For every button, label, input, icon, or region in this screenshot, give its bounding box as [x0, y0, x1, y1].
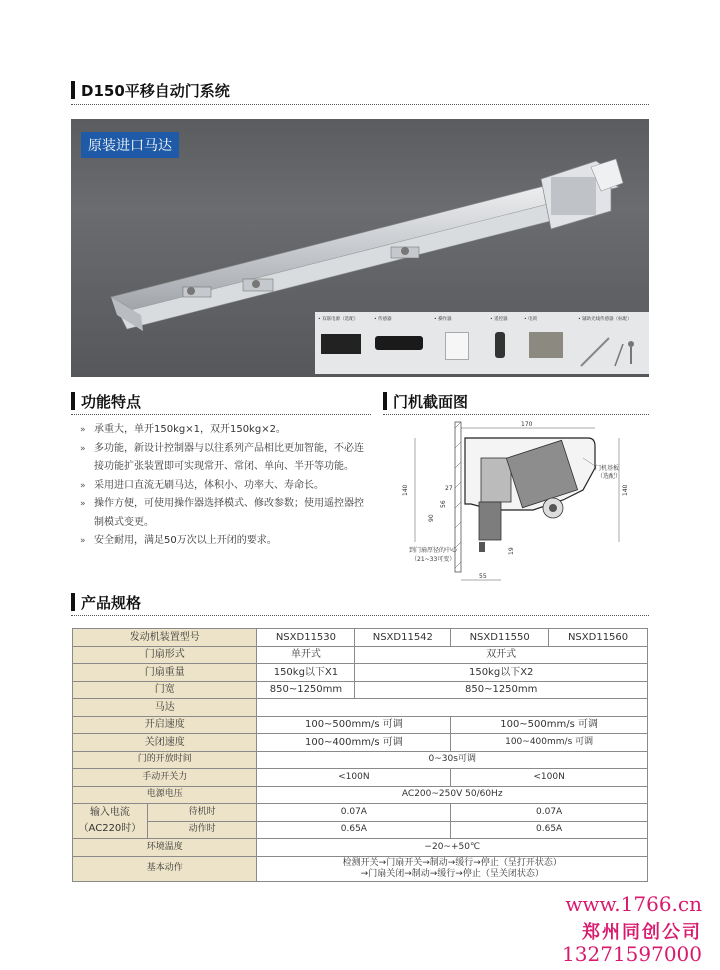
table-row — [73, 681, 648, 699]
callout-door-center-range: （21~33可变） — [411, 556, 456, 563]
accessory-sensor: • 传感器 — [371, 312, 429, 374]
operator-panel-icon — [445, 332, 469, 360]
ambient-value: −20~+50℃ — [257, 839, 648, 857]
motor-value — [257, 699, 648, 717]
door-weight-single: 150kg以下X1 — [257, 664, 355, 682]
basic-action-value — [257, 856, 648, 881]
accessory-operator: • 操作器 — [431, 312, 485, 374]
accessory-electric-lock: • 电锁 — [521, 312, 573, 374]
standby-single: 0.07A — [257, 804, 451, 822]
dim-bottom-small: 19 — [508, 547, 515, 555]
open-speed-label: 开启速度 — [73, 716, 257, 734]
features-title-mark — [71, 392, 75, 410]
table-row — [73, 646, 648, 664]
feature-item: » 操作方便，可使用操作器选择模式、修改参数；使用遥控器控制模式变更。 — [80, 495, 370, 532]
input-current-label-line1: 输入电流 — [89, 807, 130, 818]
spec-title-block — [71, 591, 141, 613]
basic-action-line2: →门扇关闭→制动→缓行→停止（呈关闭状态） — [360, 868, 544, 879]
product-hero-image — [71, 119, 649, 377]
door-type-label: 门扇形式 — [73, 646, 257, 664]
door-width-label: 门宽 — [73, 681, 257, 699]
dim-bottom-width: 55 — [479, 573, 487, 580]
close-speed-double: 100~400mm/s 可调 — [451, 734, 648, 752]
running-label: 动作时 — [147, 821, 257, 839]
callout-door-center: 到门扇厚径的中心 — [409, 547, 458, 554]
door-type-double: 双开式 — [355, 646, 648, 664]
accessory-remote: • 遥控器 — [487, 312, 519, 374]
electric-lock-icon — [529, 332, 563, 358]
dim-inner-1: 27 — [445, 485, 453, 492]
ambient-label: 环境温度 — [73, 839, 257, 857]
standby-label: 待机时 — [147, 804, 257, 822]
model-cell: NSXD11560 — [549, 629, 648, 647]
running-double: 0.65A — [451, 821, 648, 839]
manual-force-double: <100N — [451, 769, 648, 787]
title-divider — [71, 104, 649, 105]
footer-company: 郑州同创公司 — [582, 922, 702, 943]
dim-left-height: 140 — [402, 484, 409, 496]
sensor-icon — [375, 336, 423, 350]
model-cell: NSXD11550 — [451, 629, 549, 647]
open-speed-single: 100~500mm/s 可调 — [257, 716, 451, 734]
running-single: 0.65A — [257, 821, 451, 839]
page-title: D150平移自动门系统 — [81, 81, 230, 100]
footer-url: www.1766.cn — [565, 892, 702, 916]
model-cell: NSXD11530 — [257, 629, 355, 647]
section-view-title-mark — [383, 392, 387, 410]
spec-table — [72, 628, 648, 882]
features-list — [80, 421, 370, 551]
open-time-value: 0~30s可调 — [257, 751, 648, 769]
dim-inner-2: 56 — [440, 500, 447, 508]
close-speed-single: 100~400mm/s 可调 — [257, 734, 451, 752]
power-supply-icon — [321, 334, 361, 354]
table-row — [73, 821, 648, 839]
feature-item: » 多功能，新设计控制器与以往系列产品相比更加智能，不必连接功能扩张装置即可实现常开、常闭、单向、半开等功能。 — [80, 440, 370, 477]
table-row — [73, 664, 648, 682]
accessory-aux-light-sensor: • 辅助光线传感器（标配） — [575, 312, 649, 374]
feature-item: » 承重大，单开150kg×1，双开150kg×2。 — [80, 421, 370, 440]
accessory-power-supply: • 双联电源（选配） — [315, 312, 369, 374]
standby-double: 0.07A — [451, 804, 648, 822]
door-width-single: 850~1250mm — [257, 681, 355, 699]
remote-control-icon — [495, 332, 505, 358]
input-current-label-line2: （AC220时） — [78, 823, 142, 834]
aux-light-sensor-icon — [575, 330, 649, 370]
table-row — [73, 699, 648, 717]
table-row — [73, 769, 648, 787]
spec-divider — [71, 615, 649, 616]
features-divider — [71, 414, 371, 415]
basic-action-line1: 检测开关→门扇开关→制动→缓行→停止（呈打开状态） — [342, 857, 562, 868]
basic-action-label: 基本动作 — [73, 856, 257, 881]
dim-top: 170 — [521, 421, 533, 428]
features-title-block — [71, 390, 141, 412]
door-width-double: 850~1250mm — [355, 681, 648, 699]
callout-base-plate-note: （选配） — [597, 473, 622, 480]
footer-phone: 13271597000 — [562, 942, 702, 966]
table-row — [73, 786, 648, 804]
section-view-title-block — [383, 390, 468, 412]
features-title: 功能特点 — [81, 392, 142, 411]
table-row — [73, 751, 648, 769]
section-view-title: 门机截面图 — [393, 392, 469, 411]
title-bar-mark — [71, 81, 75, 99]
spec-title-mark — [71, 593, 75, 611]
accessories-strip — [315, 312, 649, 374]
callout-base-plate: 门机基板 — [595, 465, 620, 472]
table-row — [73, 856, 648, 881]
model-cell: NSXD11542 — [355, 629, 451, 647]
close-speed-label: 关闭速度 — [73, 734, 257, 752]
spec-title: 产品规格 — [81, 593, 142, 612]
hero-label: 原装进口马达 — [81, 132, 179, 158]
dim-right-height: 140 — [622, 484, 629, 496]
open-speed-double: 100~500mm/s 可调 — [451, 716, 648, 734]
feature-item: » 采用进口直流无刷马达，体积小、功率大、寿命长。 — [80, 477, 370, 496]
manual-force-label: 手动开关力 — [73, 769, 257, 787]
door-weight-double: 150kg以下X2 — [355, 664, 648, 682]
motor-label: 马达 — [73, 699, 257, 717]
model-label: 发动机装置型号 — [73, 629, 257, 647]
power-value: AC200~250V 50/60Hz — [257, 786, 648, 804]
table-row — [73, 629, 648, 647]
table-row — [73, 839, 648, 857]
feature-item: » 安全耐用，满足50万次以上开闭的要求。 — [80, 532, 370, 551]
dim-inner-3: 90 — [428, 514, 435, 522]
table-row — [73, 804, 648, 822]
cross-section-diagram — [383, 418, 649, 588]
power-label: 电源电压 — [73, 786, 257, 804]
table-row — [73, 734, 648, 752]
table-row — [73, 716, 648, 734]
section-view-divider — [383, 414, 649, 415]
door-weight-label: 门扇重量 — [73, 664, 257, 682]
open-time-label: 门的开放时间 — [73, 751, 257, 769]
page-title-block — [71, 79, 230, 101]
door-type-single: 单开式 — [257, 646, 355, 664]
input-current-label — [73, 804, 148, 839]
manual-force-single: <100N — [257, 769, 451, 787]
